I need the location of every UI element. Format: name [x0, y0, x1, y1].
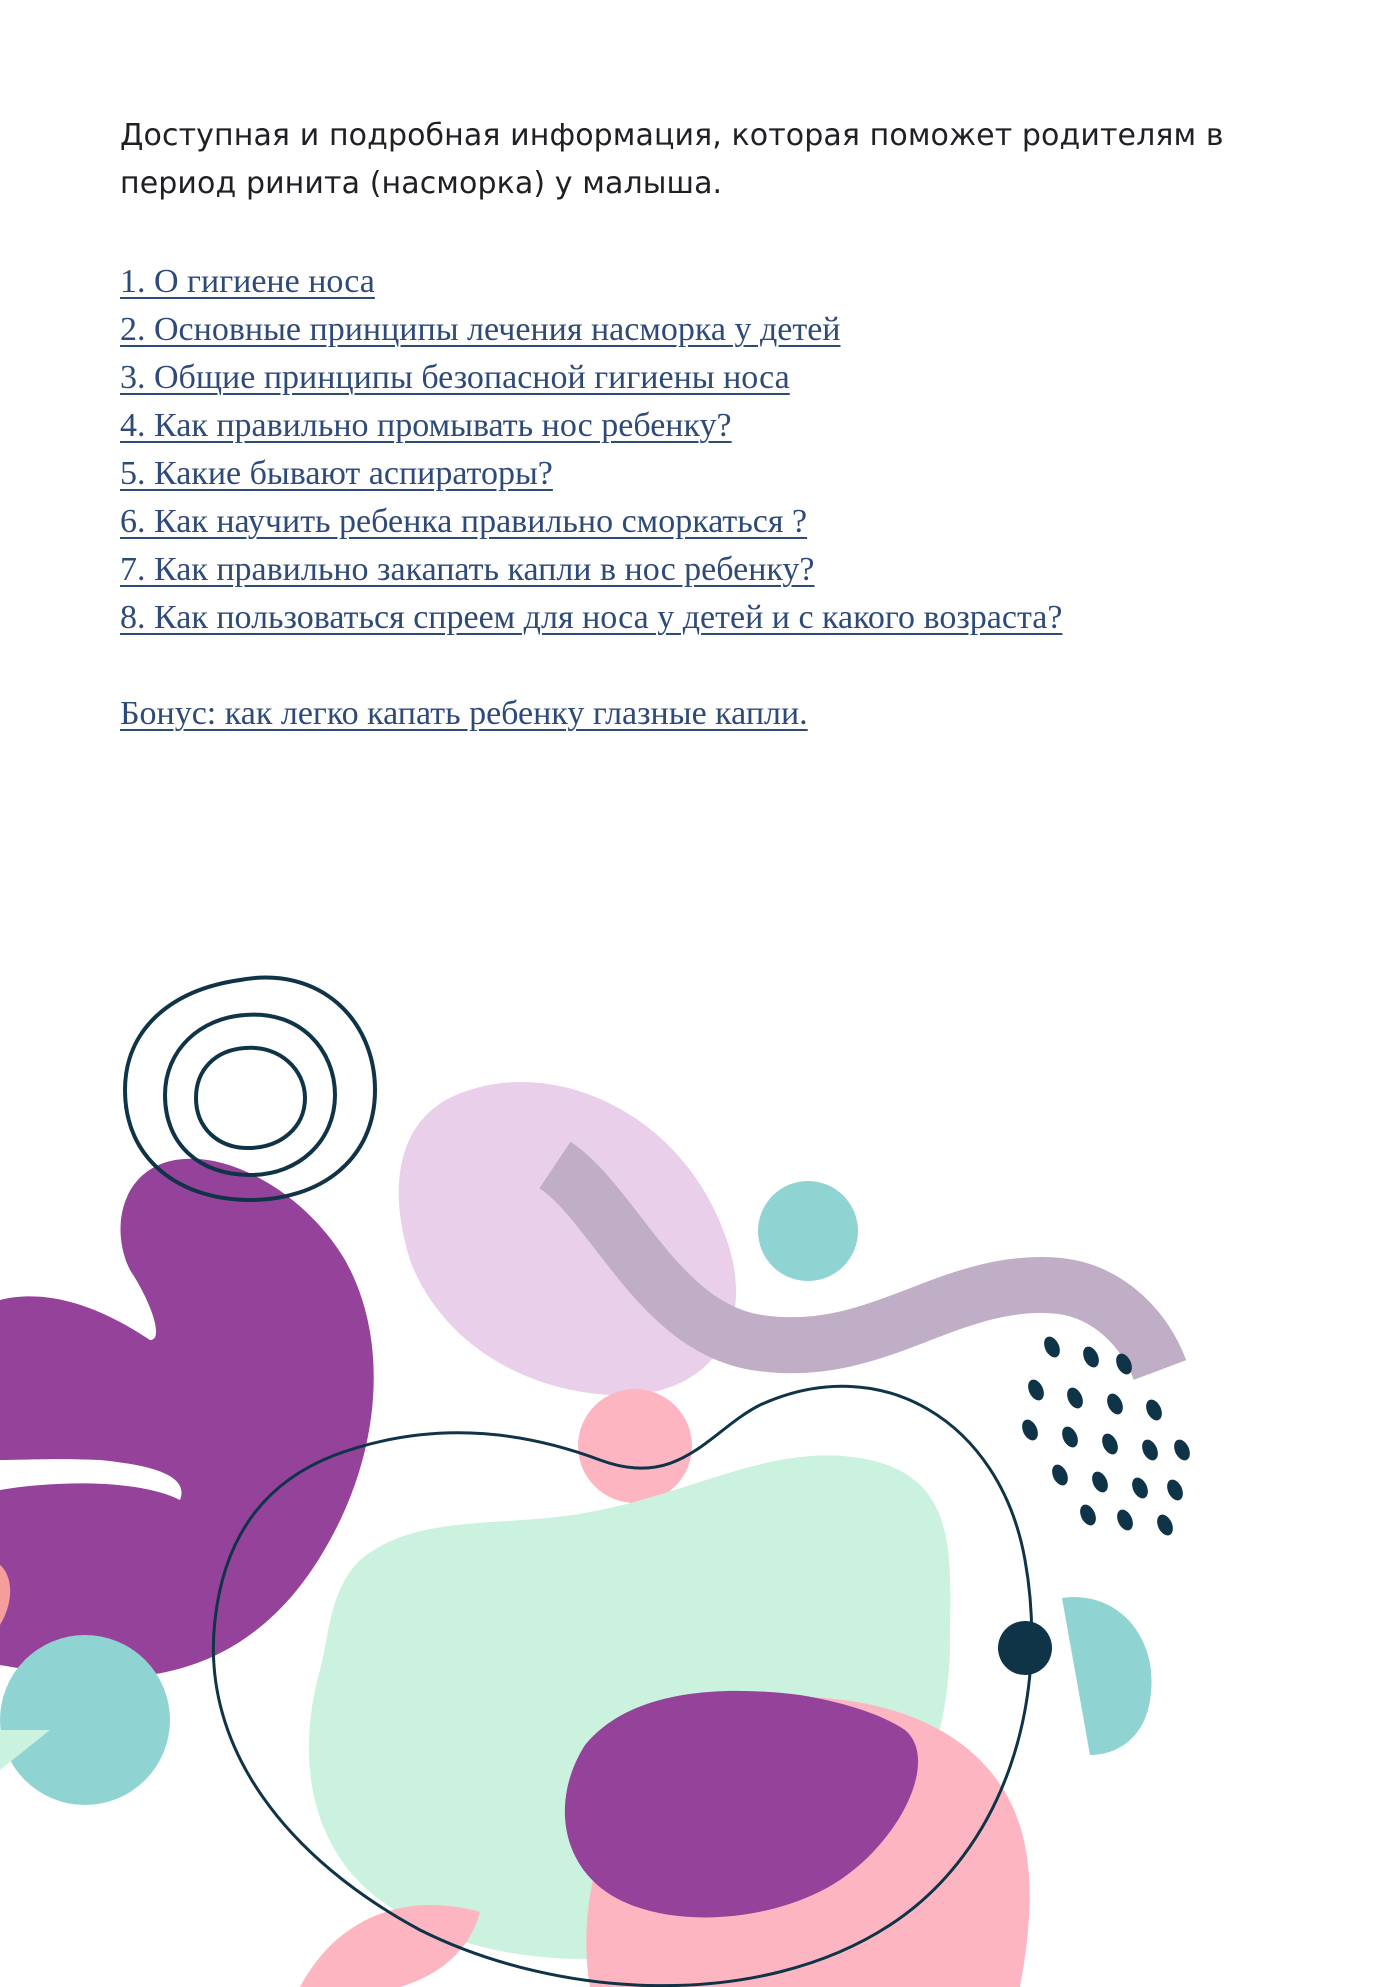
toc-item: [120, 306, 1062, 354]
navy-dot: [998, 1621, 1052, 1675]
table-of-contents: [120, 258, 1062, 642]
toc-item: [120, 498, 1062, 546]
purple-leaf: [0, 1159, 374, 1678]
teal-dot-left: [0, 1635, 170, 1805]
teal-half-disc: [1062, 1597, 1152, 1755]
toc-item: [120, 546, 1062, 594]
toc-link-nasal-spray[interactable]: 8. Как пользоваться спреем для носа у детей и с какого возраста?: [120, 599, 1063, 636]
bonus-link-eye-drops[interactable]: Бонус: как легко капать ребенку глазные капли.: [120, 695, 808, 732]
teal-dot-upper: [758, 1181, 858, 1281]
toc-link-nose-blowing[interactable]: 6. Как научить ребенка правильно сморкаться ?: [120, 503, 808, 540]
toc-link-nose-rinsing[interactable]: 4. Как правильно промывать нос ребенку?: [120, 407, 732, 444]
toc-item: [120, 450, 1062, 498]
lilac-blob: [399, 1082, 736, 1395]
bonus-item: [120, 690, 808, 738]
toc-link-aspirators[interactable]: 5. Какие бывают аспираторы?: [120, 455, 553, 492]
toc-item: [120, 402, 1062, 450]
toc-link-nose-hygiene[interactable]: 1. О гигиене носа: [120, 263, 375, 300]
toc-item: [120, 594, 1062, 642]
toc-item: [120, 354, 1062, 402]
toc-link-nose-drops[interactable]: 7. Как правильно закапать капли в нос ребенку?: [120, 551, 815, 588]
toc-link-treatment-principles[interactable]: 2. Основные принципы лечения насморка у детей: [120, 311, 841, 348]
toc-link-safe-hygiene[interactable]: 3. Общие принципы безопасной гигиены носа: [120, 359, 790, 396]
decorative-illustration: [0, 960, 1400, 1987]
intro-paragraph: Доступная и подробная информация, которая поможет родителям в период ринита (насморка) у малыша.: [120, 118, 1224, 201]
pink-dot: [578, 1389, 692, 1503]
toc-item: [120, 258, 1062, 306]
